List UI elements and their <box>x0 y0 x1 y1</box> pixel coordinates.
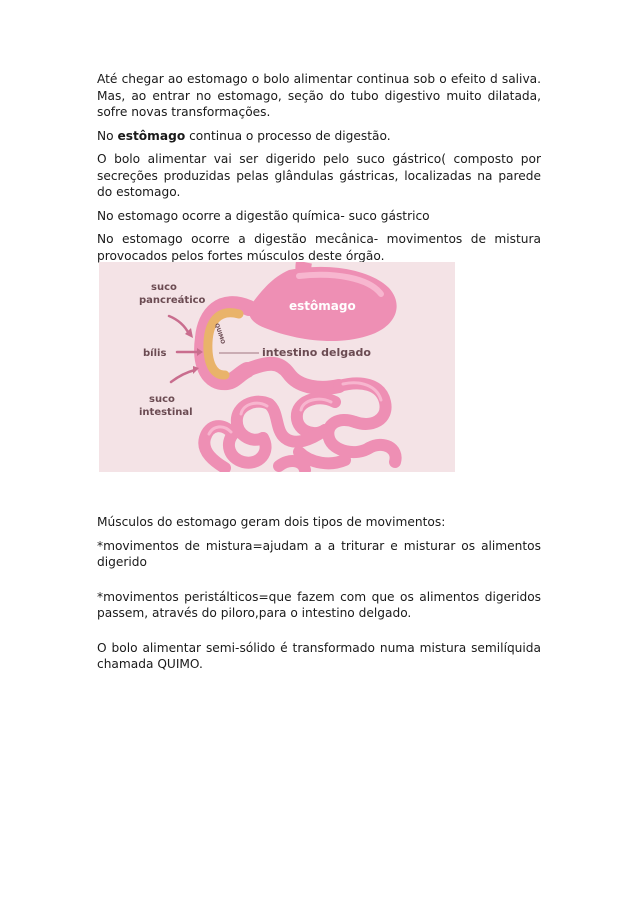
paragraph-musculos: Músculos do estomago geram dois tipos de movimentos: <box>97 515 446 529</box>
label-bilis: bílis <box>143 348 167 359</box>
paragraph-intro: Até chegar ao estomago o bolo alimentar continua sob o efeito d saliva. Mas, ao entrar no estomago, seção do tubo digestivo muito dilatada, sofre novas transformações. <box>97 72 541 119</box>
digestive-illustration-svg <box>99 262 455 472</box>
label-estomago: estômago <box>289 299 356 313</box>
label-quimo: QUIMO <box>213 322 226 345</box>
keyword-estomago: estômago <box>117 128 186 143</box>
chyme-shape <box>208 313 239 375</box>
label-suco-intestinal-2: intestinal <box>139 407 193 418</box>
paragraph-estomago <box>97 128 541 145</box>
digestive-system-illustration <box>99 262 455 472</box>
label-suco-pancreatico-1: suco <box>151 282 177 293</box>
paragraph-digestao-mecanica: No estomago ocorre a digestão mecânica- movimentos de mistura provocados pelos fortes músculos deste órgão. <box>97 232 541 263</box>
paragraph-movimentos-peristalticos: *movimentos peristálticos=que fazem com que os alimentos digeridos passem, através do piloro,para o intestino delgado. <box>97 589 541 620</box>
paragraph-suco-gastrico: O bolo alimentar vai ser digerido pelo suco gástrico( composto por secreções produzidas pelas glândulas gástricas, localizadas na parede do estomago. <box>97 152 541 199</box>
label-suco-intestinal-1: suco <box>149 394 175 405</box>
secretion-arrows <box>169 316 197 382</box>
small-intestine-coils <box>204 383 395 470</box>
paragraph-estomago-lead: No <box>97 128 118 143</box>
paragraph-quimo: O bolo alimentar semi-sólido é transformado numa mistura semilíquida chamada QUIMO. <box>97 640 541 671</box>
text-block-bottom <box>97 514 541 680</box>
paragraph-estomago-tail: continua o processo de digestão. <box>185 128 391 143</box>
paragraph-digestao-quimica: No estomago ocorre a digestão química- suco gástrico <box>97 208 430 223</box>
label-suco-pancreatico-2: pancreático <box>139 295 206 306</box>
arrow-intestinal <box>171 370 195 382</box>
text-block-top <box>97 71 541 271</box>
paragraph-movimentos-mistura: *movimentos de mistura=ajudam a a triturar e misturar os alimentos digerido <box>97 538 541 569</box>
arrow-pancreatico <box>169 316 189 334</box>
label-intestino-delgado: intestino delgado <box>262 346 371 359</box>
jejunum-shape <box>247 364 339 388</box>
